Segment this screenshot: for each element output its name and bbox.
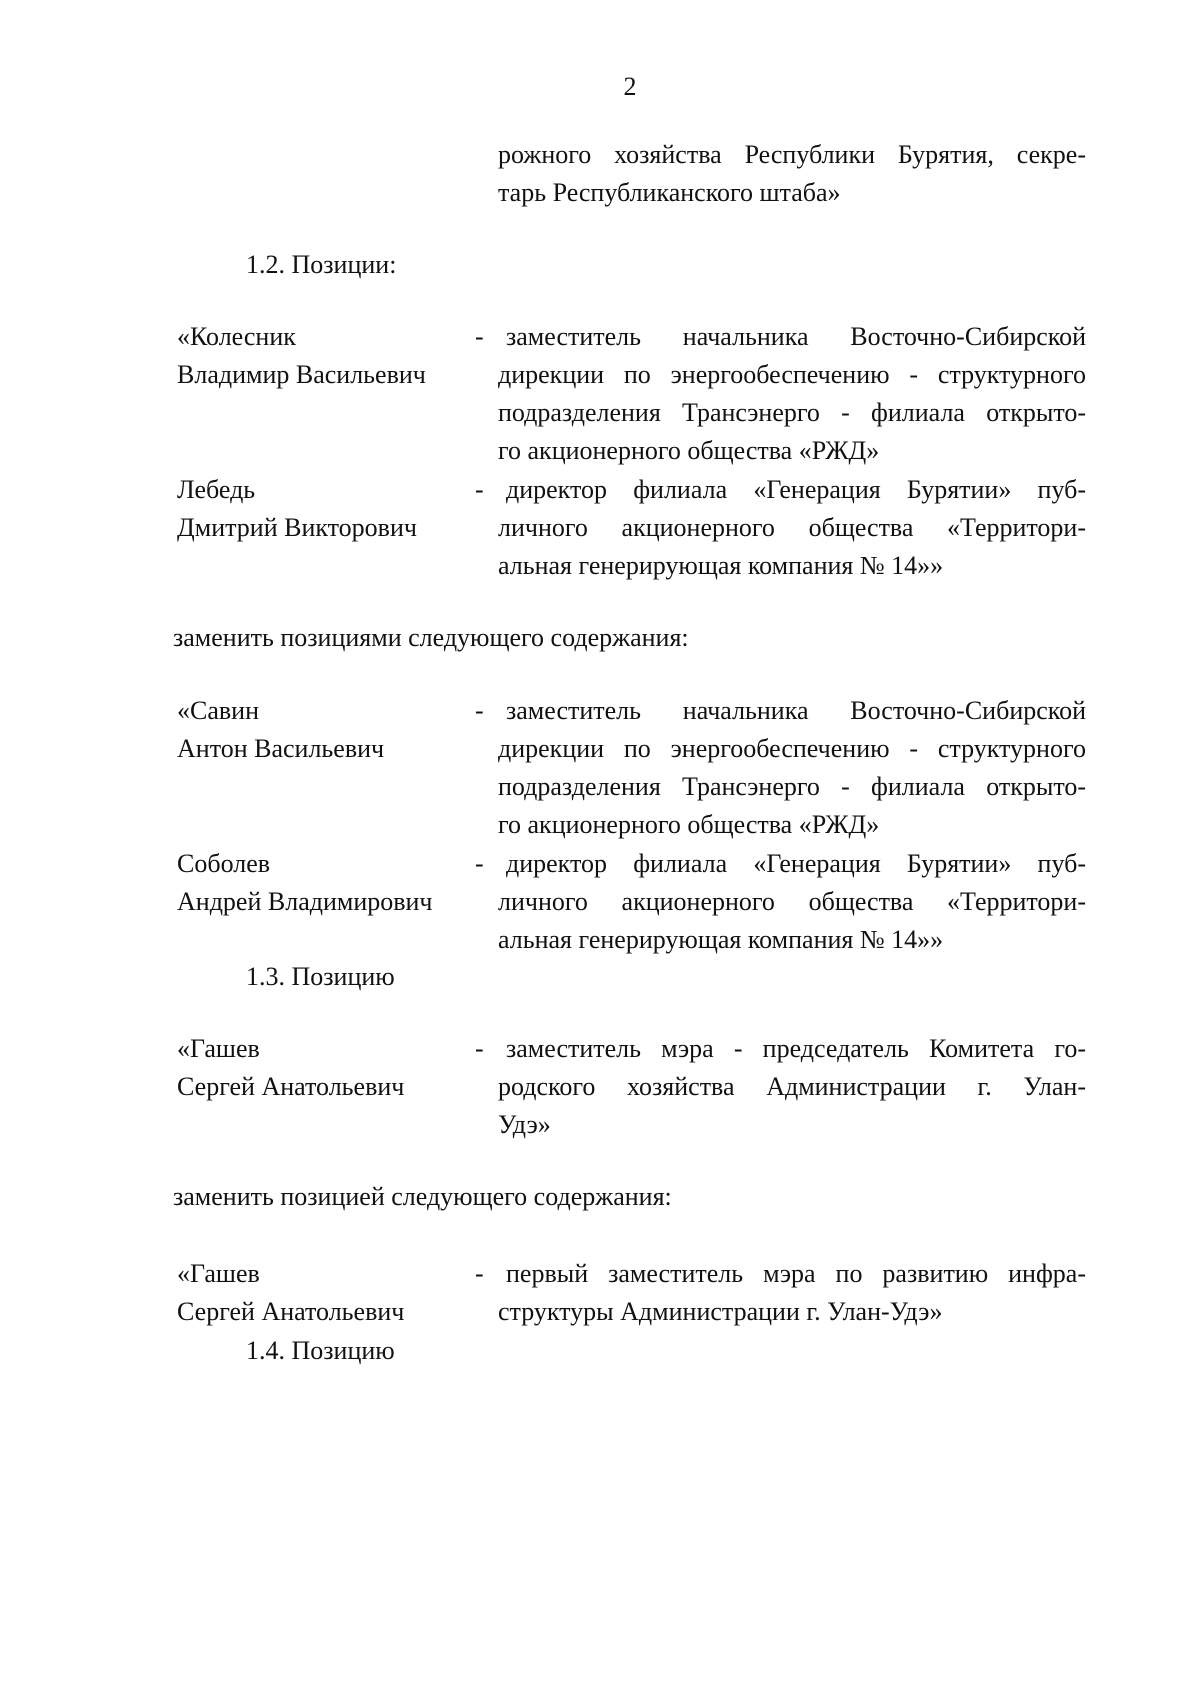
section-heading-1-4: 1.4. Позицию xyxy=(246,1336,395,1365)
person-surname: Соболев xyxy=(177,849,271,878)
position-description xyxy=(498,318,1086,470)
person-name xyxy=(177,471,457,547)
dash-separator: - xyxy=(475,849,484,878)
description-line: первый заместитель мэра по развитию инфра- xyxy=(506,1259,1086,1288)
person-name xyxy=(177,1030,457,1106)
description-line: альная генерирующая компания № 14»» xyxy=(498,925,944,954)
person-surname: «Колесник xyxy=(177,322,296,351)
description-line: дирекции по энергообеспечению - структурного xyxy=(498,360,1086,389)
dash-separator: - xyxy=(475,1034,484,1063)
person-given-names: Дмитрий Викторович xyxy=(177,513,417,542)
description-line: директор филиала «Генерация Бурятии» пуб- xyxy=(506,475,1086,504)
replace-instruction: заменить позицией следующего содержания: xyxy=(173,1182,672,1211)
description-line: заместитель начальника Восточно-Сибирской xyxy=(506,696,1086,725)
continuation-line: рожного хозяйства Республики Бурятия, секре- xyxy=(498,140,1086,169)
section-heading-1-3: 1.3. Позицию xyxy=(246,962,395,991)
person-surname: «Савин xyxy=(177,696,259,725)
description-line: Удэ» xyxy=(498,1110,551,1139)
person-given-names: Антон Васильевич xyxy=(177,734,385,763)
person-given-names: Сергей Анатольевич xyxy=(177,1072,405,1101)
section-heading-1-2: 1.2. Позиции: xyxy=(246,250,397,279)
dash-separator: - xyxy=(475,475,484,504)
description-line: подразделения Трансэнерго - филиала открыто- xyxy=(498,398,1086,427)
replace-instruction: заменить позициями следующего содержания: xyxy=(173,623,689,652)
description-line: личного акционерного общества «Территори- xyxy=(498,887,1086,916)
position-description xyxy=(498,471,1086,585)
description-line: личного акционерного общества «Территори- xyxy=(498,513,1086,542)
person-name xyxy=(177,1255,457,1331)
person-given-names: Андрей Владимирович xyxy=(177,887,433,916)
continuation-paragraph xyxy=(498,136,1086,212)
dash-separator: - xyxy=(475,1259,484,1288)
description-line: го акционерного общества «РЖД» xyxy=(498,436,880,465)
person-given-names: Сергей Анатольевич xyxy=(177,1297,405,1326)
person-given-names: Владимир Васильевич xyxy=(177,360,426,389)
position-description xyxy=(498,1030,1086,1144)
dash-separator: - xyxy=(475,322,484,351)
person-surname: Лебедь xyxy=(177,475,256,504)
description-line: родского хозяйства Администрации г. Улан- xyxy=(498,1072,1086,1101)
description-line: структуры Администрации г. Улан-Удэ» xyxy=(498,1297,943,1326)
description-line: директор филиала «Генерация Бурятии» пуб- xyxy=(506,849,1086,878)
dash-separator: - xyxy=(475,696,484,725)
description-line: подразделения Трансэнерго - филиала открыто- xyxy=(498,772,1086,801)
position-description xyxy=(498,692,1086,844)
description-line: заместитель начальника Восточно-Сибирской xyxy=(506,322,1086,351)
person-name xyxy=(177,318,457,394)
person-name xyxy=(177,692,457,768)
description-line: заместитель мэра - председатель Комитета го- xyxy=(506,1034,1086,1063)
position-description xyxy=(498,845,1086,959)
description-line: альная генерирующая компания № 14»» xyxy=(498,551,944,580)
position-description xyxy=(498,1255,1086,1331)
description-line: дирекции по энергообеспечению - структурного xyxy=(498,734,1086,763)
description-line: го акционерного общества «РЖД» xyxy=(498,810,880,839)
person-surname: «Гашев xyxy=(177,1259,260,1288)
person-surname: «Гашев xyxy=(177,1034,260,1063)
continuation-line: тарь Республиканского штаба» xyxy=(498,178,841,207)
page-number: 2 xyxy=(623,72,637,101)
person-name xyxy=(177,845,457,921)
